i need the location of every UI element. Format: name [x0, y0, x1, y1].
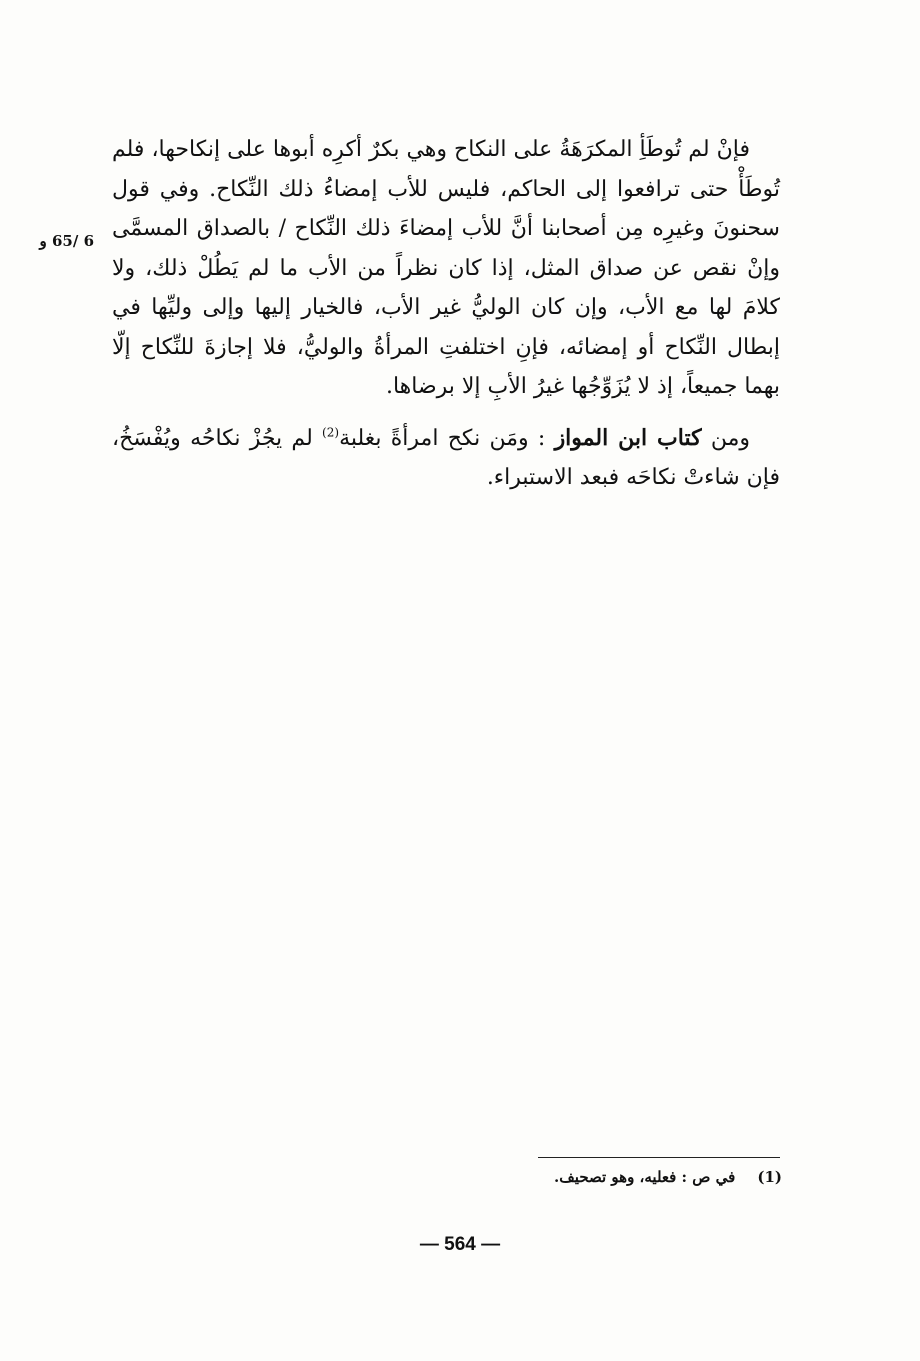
- manuscript-folio-note: 6 /65 و: [39, 232, 94, 250]
- paragraph-2: [112, 419, 780, 498]
- footnote-divider: [538, 1157, 780, 1158]
- paragraph-2-text: : ومَن نكح امرأةً بغلبة: [339, 425, 546, 451]
- page-number: — 564 —: [419, 1234, 501, 1255]
- paragraph-1: فإنْ لم تُوطَأِ المكرَهَةُ على النكاح وهي بكرٌ أكرِه أبوها على إنكاحها، فلم تُوطَأْ حتى ترافعوا إلى الحاكم، فليس للأب إمضاءُ ذلك النِّكاح. وفي قول سحنونَ وغيرِه مِن أصحابنا أنَّ للأب إمضاءَ ذلك النِّكاح / بالصداق المسمَّى وإنْ نقص عن صداق المثل، إذا كان نظراً من الأب ما لم يَطُلْ ذلك، ولا كلامَ لها مع الأب، وإن كان الوليُّ غير الأب، فالخيار إليها وإلى وليِّها في إبطال النِّكاح أو إمضائه، فإنِ اختلفتِ المرأةُ والوليُّ، فلا إجازةَ للنِّكاح إلّا بهما جميعاً، إذ لا يُزَوِّجُها غيرُ الأبِ إلا برضاها.: [112, 137, 780, 399]
- book-title: كتاب ابن المواز: [554, 424, 702, 451]
- paragraph-2-rest: لم يجُزْ نكاحُه ويُفْسَخُ، فإن شاءتْ نكاحَه فبعد الاستبراء.: [112, 425, 780, 490]
- main-text: [112, 130, 780, 498]
- paragraph-2-prefix: ومن: [710, 425, 750, 451]
- footnote-reference: (2): [322, 425, 340, 440]
- footnote-number: (1): [757, 1168, 782, 1186]
- footnote-text: في ص : فعليه، وهو تصحيف.: [554, 1168, 736, 1186]
- footnote: [500, 1168, 782, 1186]
